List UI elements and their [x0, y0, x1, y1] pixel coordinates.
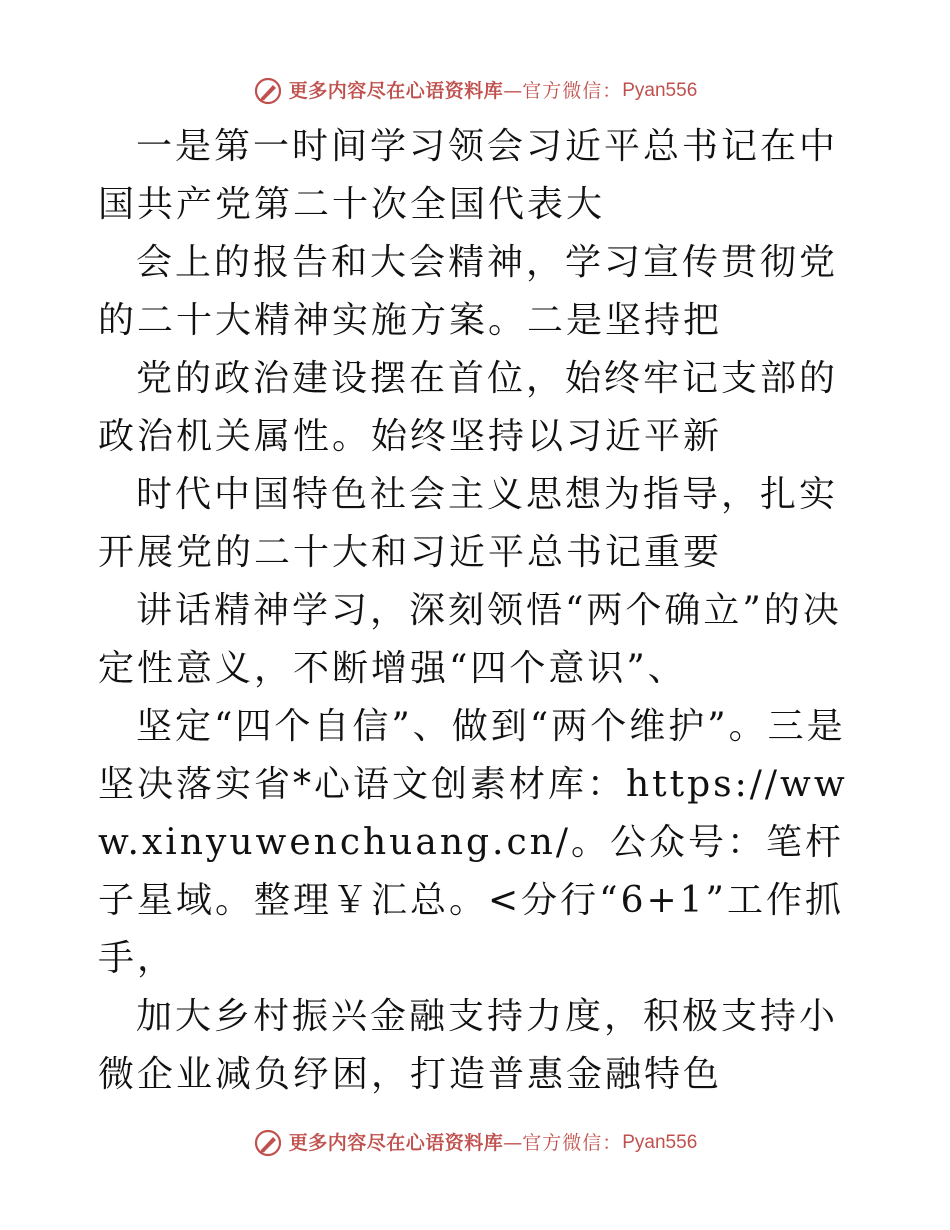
banner-separator: —: [503, 80, 523, 102]
footer-banner: [0, 1128, 950, 1158]
paragraph-with-link: 坚定“四个自信”、做到“两个维护”。三是坚决落实省*心语文创素材库：https://www.xinyuwenchuang.cn/。公众号：笔杆子星域。整理￥汇总。<分行“6+1”工作抓手，: [98, 706, 848, 979]
pen-logo-icon: [253, 1128, 283, 1158]
banner-wechat-id: Pyan556: [622, 80, 698, 101]
banner-main-text: 更多内容尽在心语资料库: [288, 1132, 504, 1154]
document-body: [98, 118, 858, 1104]
banner-wechat-label: 官方微信：: [522, 80, 623, 102]
paragraph: 讲话精神学习，深刻领悟“两个确立”的决定性意义，不断增强“四个意识”、: [98, 590, 842, 689]
pen-logo-icon: [253, 76, 283, 106]
paragraph: 会上的报告和大会精神，学习宣传贯彻党的二十大精神实施方案。二是坚持把: [98, 242, 839, 341]
banner-main-text: 更多内容尽在心语资料库: [288, 80, 504, 102]
header-banner: [0, 76, 950, 106]
paragraph: 党的政治建设摆在首位，始终牢记支部的政治机关属性。始终坚持以习近平新: [98, 358, 839, 457]
paragraph: 加大乡村振兴金融支持力度，积极支持小微企业减负纾困，打造普惠金融特色: [98, 996, 839, 1095]
banner-wechat-id: Pyan556: [622, 1132, 698, 1153]
paragraph: 一是第一时间学习领会习近平总书记在中国共产党第二十次全国代表大: [98, 126, 839, 225]
paragraph: 时代中国特色社会主义思想为指导，扎实开展党的二十大和习近平总书记重要: [98, 474, 839, 573]
banner-separator: —: [503, 1132, 523, 1154]
banner-wechat-label: 官方微信：: [522, 1132, 623, 1154]
